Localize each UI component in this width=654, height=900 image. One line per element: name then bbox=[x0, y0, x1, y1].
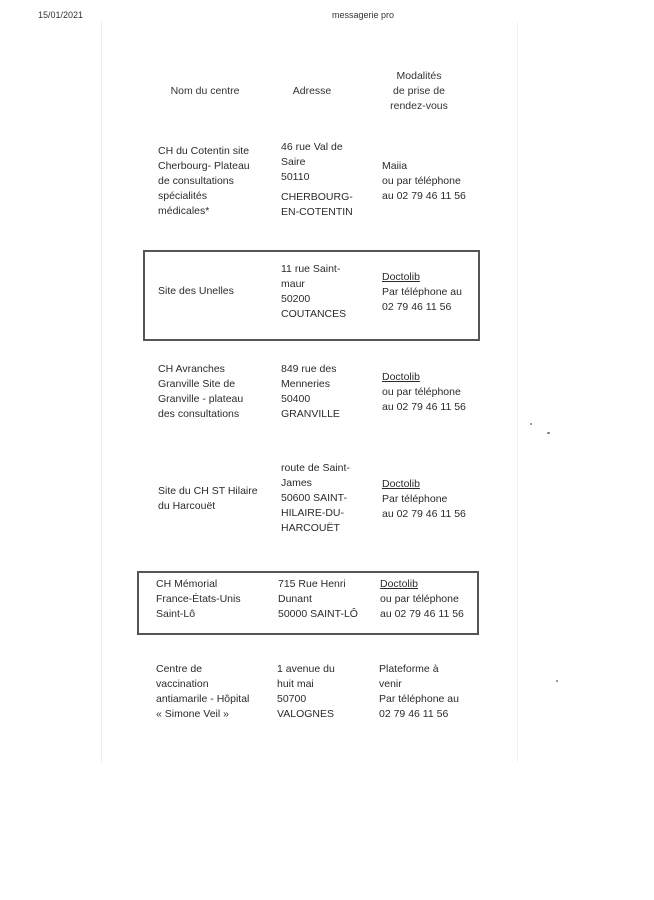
print-title: messagerie pro bbox=[332, 10, 395, 20]
center-name-line: Saint-Lô bbox=[156, 608, 196, 620]
center-name-line: Granville Site de bbox=[158, 378, 236, 390]
center-name-line: Site du CH ST Hilaire bbox=[158, 485, 258, 497]
booking-phone-line: au 02 79 46 11 56 bbox=[380, 608, 464, 620]
column-header-modalities-line: Modalités bbox=[396, 70, 442, 82]
booking-phone-line: Par téléphone au bbox=[382, 286, 462, 298]
booking-modalities bbox=[382, 370, 466, 415]
booking-platform: Plateforme à bbox=[379, 663, 439, 675]
center-name-line: antiamarile - Hôpital bbox=[156, 693, 250, 705]
booking-platform: Maiia bbox=[382, 160, 408, 172]
center-name-line: des consultations bbox=[158, 408, 240, 420]
center-address bbox=[281, 362, 340, 422]
booking-modalities bbox=[379, 662, 459, 722]
booking-modalities bbox=[382, 270, 462, 315]
center-address bbox=[281, 461, 350, 536]
page-edge-right bbox=[517, 22, 518, 762]
address-line: HARCOUËT bbox=[281, 522, 340, 534]
booking-modalities bbox=[382, 477, 466, 522]
column-header-name: Nom du centre bbox=[170, 85, 240, 97]
booking-platform-link[interactable]: Doctolib bbox=[382, 478, 420, 490]
page-edge-left bbox=[101, 22, 102, 762]
booking-phone-line: 02 79 46 11 56 bbox=[382, 301, 452, 313]
column-header-modalities-line: rendez-vous bbox=[390, 100, 448, 112]
center-name-line: France-États-Unis bbox=[156, 593, 241, 605]
address-line: CHERBOURG- bbox=[281, 191, 353, 203]
address-line: maur bbox=[281, 278, 305, 290]
center-address bbox=[278, 577, 358, 622]
address-line: 1 avenue du bbox=[277, 663, 335, 675]
address-line: 50000 SAINT-LÔ bbox=[278, 608, 358, 620]
address-line: 50400 bbox=[281, 393, 311, 405]
center-name-line: du Harcouët bbox=[158, 500, 216, 512]
address-line: Menneries bbox=[281, 378, 331, 390]
center-name bbox=[158, 484, 258, 514]
center-name-line: médicales* bbox=[158, 205, 210, 217]
booking-platform-link[interactable]: Doctolib bbox=[380, 578, 418, 590]
address-line: VALOGNES bbox=[277, 708, 334, 720]
address-line: route de Saint- bbox=[281, 462, 350, 474]
booking-phone-line: Par téléphone au bbox=[379, 693, 459, 705]
center-address bbox=[281, 262, 346, 322]
address-line: 715 Rue Henri bbox=[278, 578, 346, 590]
center-name-line: Granville - plateau bbox=[158, 393, 244, 405]
booking-platform: venir bbox=[379, 678, 402, 690]
address-line: 50700 bbox=[277, 693, 307, 705]
booking-modalities bbox=[382, 159, 466, 204]
booking-phone-line: ou par téléphone bbox=[382, 386, 461, 398]
center-name bbox=[156, 577, 241, 622]
print-date: 15/01/2021 bbox=[38, 10, 84, 20]
booking-phone-line: au 02 79 46 11 56 bbox=[382, 401, 466, 413]
address-line: 46 rue Val de bbox=[281, 141, 343, 153]
center-name-line: vaccination bbox=[156, 678, 209, 690]
center-address bbox=[277, 662, 335, 722]
center-name-line: CH du Cotentin site bbox=[158, 145, 250, 157]
address-line: COUTANCES bbox=[281, 308, 347, 320]
booking-phone-line: 02 79 46 11 56 bbox=[379, 708, 449, 720]
booking-phone-line: ou par téléphone bbox=[382, 175, 461, 187]
center-name-line: CH Avranches bbox=[158, 363, 225, 375]
address-line: HILAIRE-DU- bbox=[281, 507, 345, 519]
address-line: Saire bbox=[281, 156, 306, 168]
center-name-line: spécialités bbox=[158, 190, 208, 202]
booking-phone-line: au 02 79 46 11 56 bbox=[382, 508, 466, 520]
address-line: GRANVILLE bbox=[281, 408, 340, 420]
address-line: Dunant bbox=[278, 593, 312, 605]
booking-phone-line: au 02 79 46 11 56 bbox=[382, 190, 466, 202]
address-line: 849 rue des bbox=[281, 363, 337, 375]
scan-speck bbox=[556, 680, 558, 682]
booking-phone-line: ou par téléphone bbox=[380, 593, 459, 605]
center-name-line: de consultations bbox=[158, 175, 234, 187]
center-name-line: « Simone Veil » bbox=[156, 708, 229, 720]
column-header-modalities-line: de prise de bbox=[393, 85, 445, 97]
address-line: 50600 SAINT- bbox=[281, 492, 347, 504]
column-header-address: Adresse bbox=[292, 85, 332, 97]
booking-modalities bbox=[380, 577, 464, 622]
column-header-modalities bbox=[378, 69, 460, 114]
center-name-line: Site des Unelles bbox=[158, 285, 234, 297]
center-address bbox=[281, 140, 353, 220]
booking-platform-link[interactable]: Doctolib bbox=[382, 271, 420, 283]
center-name bbox=[158, 284, 234, 299]
center-name bbox=[158, 144, 250, 219]
booking-platform-link[interactable]: Doctolib bbox=[382, 371, 420, 383]
center-name bbox=[156, 662, 249, 722]
booking-phone-line: Par téléphone bbox=[382, 493, 448, 505]
address-line: James bbox=[281, 477, 312, 489]
address-line: 50110 bbox=[281, 171, 310, 183]
scan-speck bbox=[547, 432, 550, 434]
center-name-line: Cherbourg- Plateau bbox=[158, 160, 250, 172]
address-line: EN-COTENTIN bbox=[281, 206, 353, 218]
center-name bbox=[158, 362, 243, 422]
center-name-line: Centre de bbox=[156, 663, 203, 675]
address-line: 11 rue Saint- bbox=[281, 263, 341, 275]
address-line: 50200 bbox=[281, 293, 311, 305]
center-name-line: CH Mémorial bbox=[156, 578, 218, 590]
address-line: huit mai bbox=[277, 678, 314, 690]
scan-speck bbox=[530, 423, 532, 425]
